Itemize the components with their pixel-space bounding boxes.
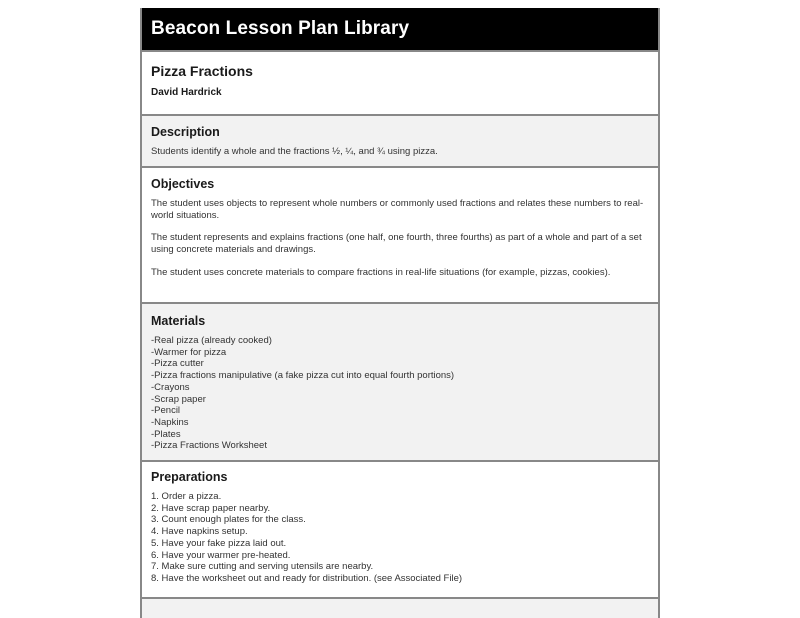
preparations-heading: Preparations [151, 470, 228, 484]
preparation-item: 5. Have your fake pizza laid out. [151, 537, 287, 549]
materials-section [142, 302, 658, 460]
lesson-plan-page [140, 8, 660, 618]
preparations-section [142, 460, 658, 597]
material-item: -Crayons [151, 381, 190, 393]
material-item: -Pencil [151, 405, 181, 417]
objective-item: The student uses concrete materials to compare fractions in real-life situations (for example, pizzas, cookies). [151, 266, 611, 278]
preparation-item: 2. Have scrap paper nearby. [151, 502, 271, 514]
objective-item: The student uses objects to represent whole numbers or commonly used fractions and relates these numbers to real-world situations. [151, 198, 644, 221]
preparation-item: 6. Have your warmer pre-heated. [151, 549, 291, 561]
objectives-heading: Objectives [151, 177, 215, 191]
description-text: Students identify a whole and the fractions ½, ¼, and ¾ using pizza. [151, 146, 438, 157]
description-section [142, 114, 658, 166]
material-item: -Napkins [151, 416, 189, 428]
material-item: -Pizza fractions manipulative (a fake pizza cut into equal fourth portions) [151, 370, 455, 382]
preparation-item: 1. Order a pizza. [151, 491, 222, 502]
materials-list [151, 335, 649, 452]
site-header [142, 8, 658, 50]
objectives-section [142, 166, 658, 302]
preparation-item: 3. Count enough plates for the class. [151, 514, 306, 526]
material-item: -Real pizza (already cooked) [151, 335, 272, 346]
objective-item: The student represents and explains fractions (one half, one fourth, three fourths) as part of a whole and part of a set using concrete materials and drawings. [151, 232, 642, 256]
material-item: -Scrap paper [151, 393, 206, 405]
material-item: -Pizza cutter [151, 358, 204, 370]
lesson-title: Pizza Fractions [151, 63, 253, 79]
preparation-item: 7. Make sure cutting and serving utensils are nearby. [151, 561, 374, 573]
site-title: Beacon Lesson Plan Library [151, 18, 410, 39]
next-section-edge [142, 597, 658, 618]
preparation-item: 8. Have the worksheet out and ready for distribution. (see Associated File) [151, 572, 463, 584]
material-item: -Pizza Fractions Worksheet [151, 440, 267, 452]
material-item: -Plates [151, 428, 181, 440]
lesson-author: David Hardrick [151, 87, 222, 98]
preparation-item: 4. Have napkins setup. [151, 526, 248, 538]
lesson-title-section [142, 50, 658, 114]
preparations-list [151, 491, 649, 585]
materials-heading: Materials [151, 314, 206, 328]
material-item: -Warmer for pizza [151, 346, 227, 358]
description-heading: Description [151, 125, 220, 139]
